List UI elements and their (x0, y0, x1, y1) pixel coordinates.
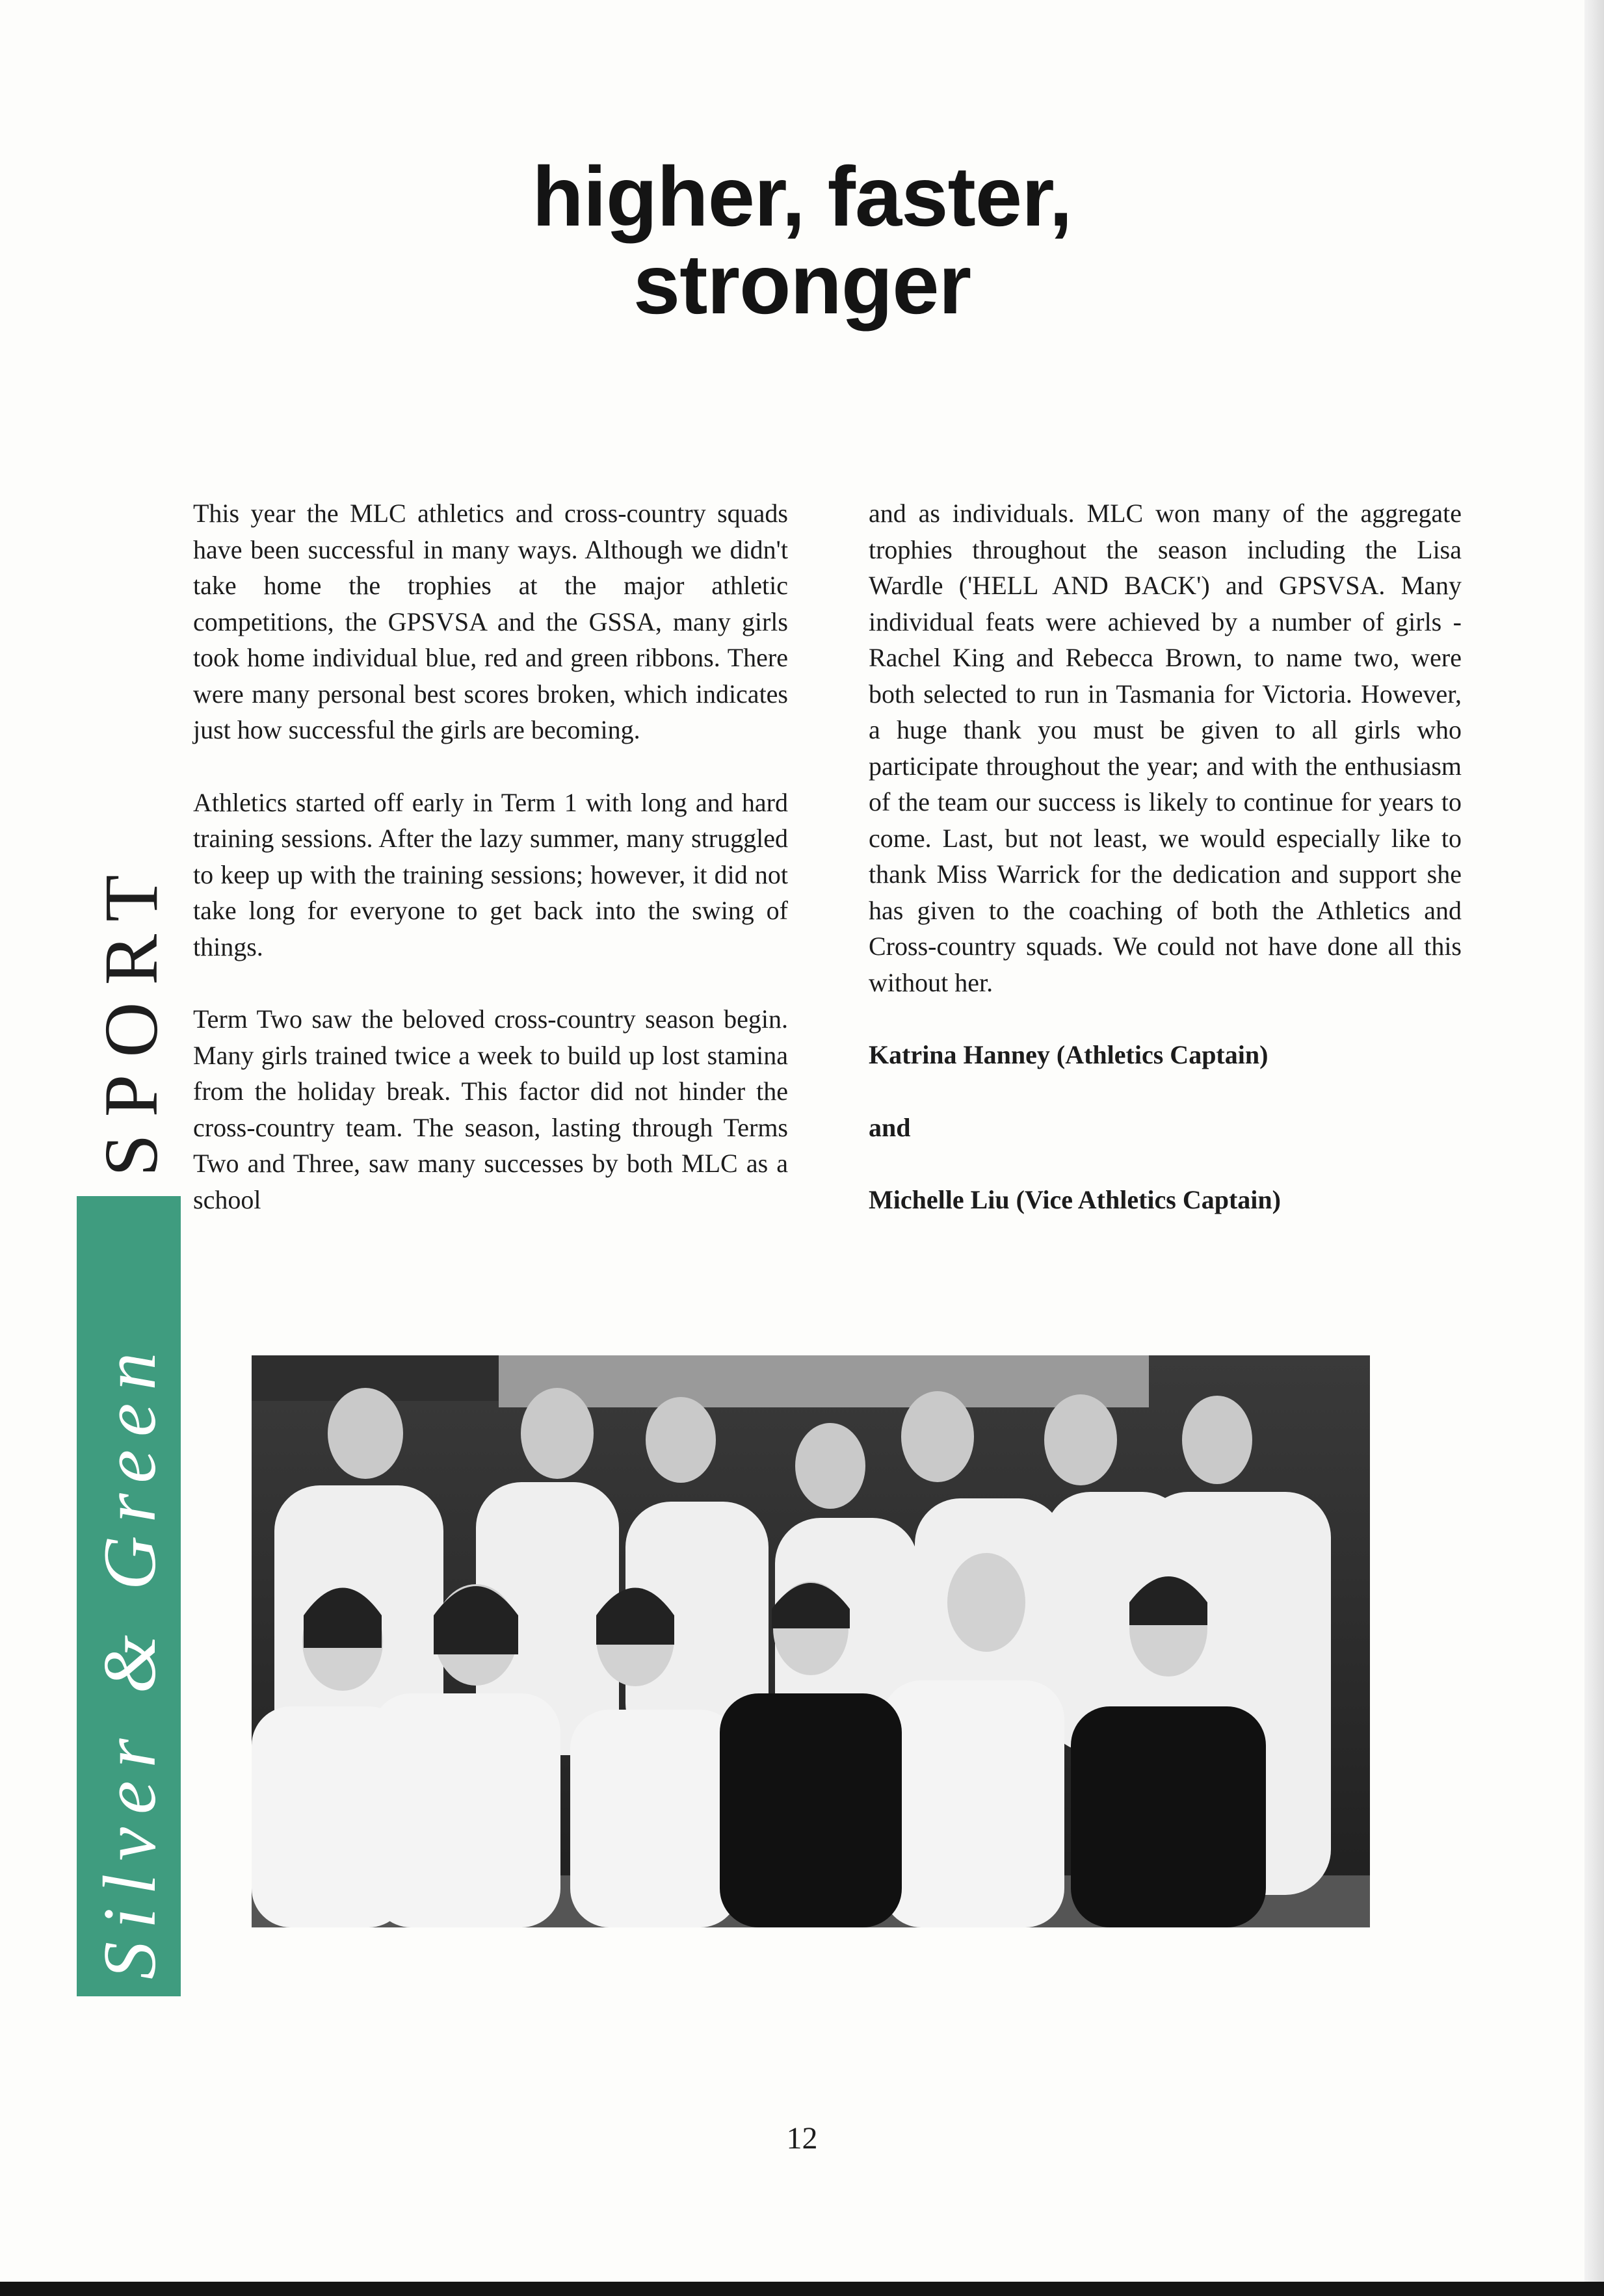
sport-label: SPORT (88, 857, 174, 1177)
bottom-band (0, 2282, 1604, 2296)
team-photo (252, 1355, 1370, 1927)
article-paragraph: Term Two saw the beloved cross-country season begin. Many girls trained twice a week to build up lost stamina from the holiday break. This factor did not hinder the cross-country team. The season, lasting through Terms Two and Three, saw many successes by both MLC as a school (193, 1004, 788, 1214)
publication-label: Silver & Green (88, 1339, 172, 1979)
article-paragraph: and as individuals. MLC won many of the aggregate trophies throughout the season including the Lisa Wardle ('HELL AND BACK') and GPSVSA. Many individual feats were achieved by a number of girls - Rachel King and Rebecca Brown, to name two, were both selected to run in Tasmania for Victoria. However, a huge thank you must be given to all girls who participate throughout the year; and with the enthusiasm of the team our success is likely to continue for years to come. Last, but not least, we would especially like to thank Miss Warrick for the dedication and support she has given to the coaching of both the Athletics and Cross-country squads. We could not have done all this without her. (869, 499, 1462, 997)
signature-line: and (869, 1112, 911, 1142)
sidebar-publication-band (77, 1196, 181, 1996)
article-paragraph: Athletics started off early in Term 1 with long and hard training sessions. After the lazy summer, many struggled to keep up with the training sessions; however, it did not take long for everyone to get back into the swing of things. (193, 787, 788, 961)
article-paragraph: This year the MLC athletics and cross-country squads have been successful in many ways. Although we didn't take home the trophies at the major athletic competitions, the GPSVSA and the GSSA, many girls took home individual blue, red and green ribbons. There were many personal best scores broken, which indicates just how successful the girls are becoming. (193, 499, 788, 744)
page-edge (1584, 0, 1604, 2296)
signature-line: Katrina Hanney (Athletics Captain) (869, 1040, 1269, 1069)
article-column-right (869, 495, 1462, 1255)
title-line-1: higher, faster, (532, 149, 1072, 244)
page-title (0, 149, 1604, 332)
page-number: 12 (786, 2121, 818, 2156)
signature (869, 1037, 1462, 1218)
team-photo-image (252, 1355, 1370, 1927)
article-column-left (193, 495, 788, 1254)
title-line-2: stronger (633, 237, 971, 332)
signature-line: Michelle Liu (Vice Athletics Captain) (869, 1185, 1281, 1214)
